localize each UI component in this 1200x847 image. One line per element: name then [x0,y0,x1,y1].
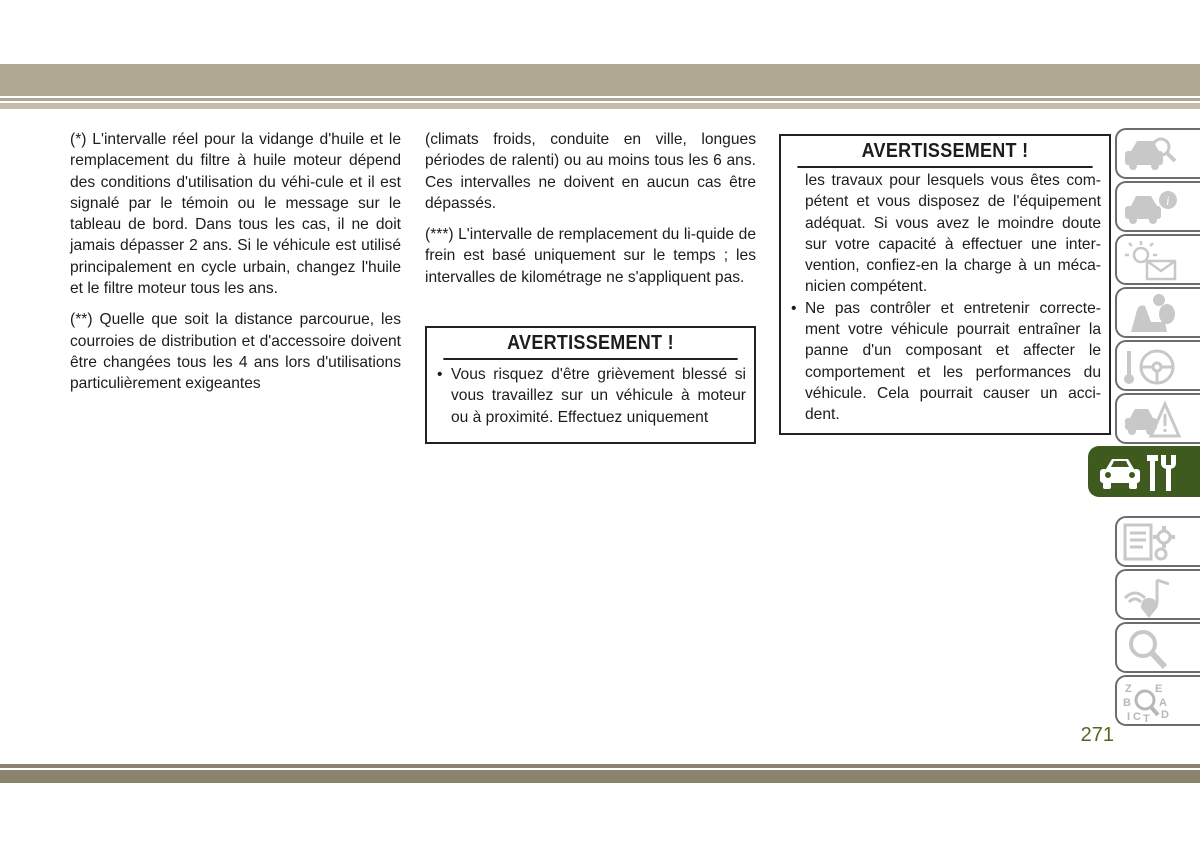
magnifier-icon [1121,627,1181,671]
bullet-dot: • [791,299,797,317]
steering-wheel-key-icon [1121,345,1181,389]
warning-bullet-text: Ne pas contrôler et entretenir correcte-ment votre véhicule pourrait entraîner la panne d'un composant et affecter le comportement et les performances du véhicule. Cela pourrait causer un acci-dent. [805,299,1101,424]
tab-specifications[interactable] [1115,516,1200,567]
paragraph-oil-change: (*) L'intervalle réel pour la vidange d'huile et le remplacement du filtre à huile moteur dépend des conditions d'utilisation du véhi-cule et il est signalé par le témoin ou le message sur le tableau de bord. Dans tous les cas, il ne doit jamais dépasser 2 ans. Si le véhicule est utilisé principalement en cycle urbain, changez l'huile et le filtre moteur tous les ans. [70,131,401,298]
tab-index[interactable] [1115,675,1200,726]
footer-rule [0,764,1200,768]
tab-car-search[interactable] [1115,128,1200,179]
tab-steering-key[interactable] [1115,340,1200,391]
svg-text:A: A [1159,697,1167,709]
page-number: 271 [1080,724,1114,746]
warning-body [427,360,754,428]
tab-warning-lights[interactable] [1115,234,1200,285]
tab-car-warning[interactable] [1115,393,1200,444]
text-column-2 [425,129,756,298]
paragraph-belts-continued: (climats froids, conduite en ville, longues périodes de ralenti) ou au moins tous les 6 ans. Ces intervalles ne doivent en aucun cas être dépassés. [425,131,756,212]
text-column-1 [70,129,401,405]
warning-bullet [437,364,746,428]
tab-search[interactable] [1115,622,1200,673]
alphabetical-index-icon [1121,680,1181,724]
specifications-gear-icon [1121,521,1181,565]
svg-text:Z: Z [1125,683,1132,695]
svg-text:B: B [1123,697,1131,709]
svg-text:D: D [1161,709,1169,721]
tab-seat-airbag[interactable] [1115,287,1200,338]
tab-car-service[interactable] [1088,446,1200,497]
warning-title: AVERTISSEMENT ! [797,136,1092,168]
footer-band [0,770,1200,783]
paragraph-belts: (**) Quelle que soit la distance parcourue, les courroies de distribution et d'accessoire doivent être changées tous les 4 ans lors d'utilisations particulièrement exigeantes [70,311,401,393]
car-wrench-icon [1094,451,1194,495]
warning-light-message-icon [1121,239,1181,283]
header-line [0,103,1200,109]
warning-continuation-text: les travaux pour lesquels vous êtes com-pétent et vous disposez de l'équipement adéquat. Si vous avez le moindre doute sur votre capacité à effectuer une inter-vention, confiez-en la charge à un méca-nicien compétent. [805,172,1101,296]
svg-text:I: I [1127,711,1131,723]
svg-text:E: E [1155,683,1163,695]
warning-bullet [791,298,1101,426]
car-search-icon [1121,133,1181,177]
svg-text:T: T [1143,713,1150,724]
car-info-icon [1121,186,1181,230]
warning-box-2 [779,134,1111,435]
header-band [0,64,1200,96]
car-warning-triangle-icon [1121,398,1181,442]
seat-airbag-icon [1121,292,1181,336]
paragraph-brake-fluid: (***) L'intervalle de remplacement du li-quide de frein est basé uniquement sur le temps ; les intervalles de kilométrage ne s'appliquent pas. [425,226,756,286]
bullet-dot: • [437,366,443,383]
tab-multimedia[interactable] [1115,569,1200,620]
warning-box-1 [425,326,756,444]
multimedia-icon [1121,574,1181,618]
header-rule [0,98,1200,101]
warning-body [781,168,1109,426]
warning-title: AVERTISSEMENT ! [443,328,737,360]
warning-bullet-text: Vous risquez d'être grièvement blessé si vous travaillez sur un véhicule à moteur ou à proximité. Effectuez uniquement [451,366,746,426]
tab-car-info[interactable] [1115,181,1200,232]
svg-text:C: C [1133,711,1141,723]
svg-text:i: i [1166,193,1170,208]
